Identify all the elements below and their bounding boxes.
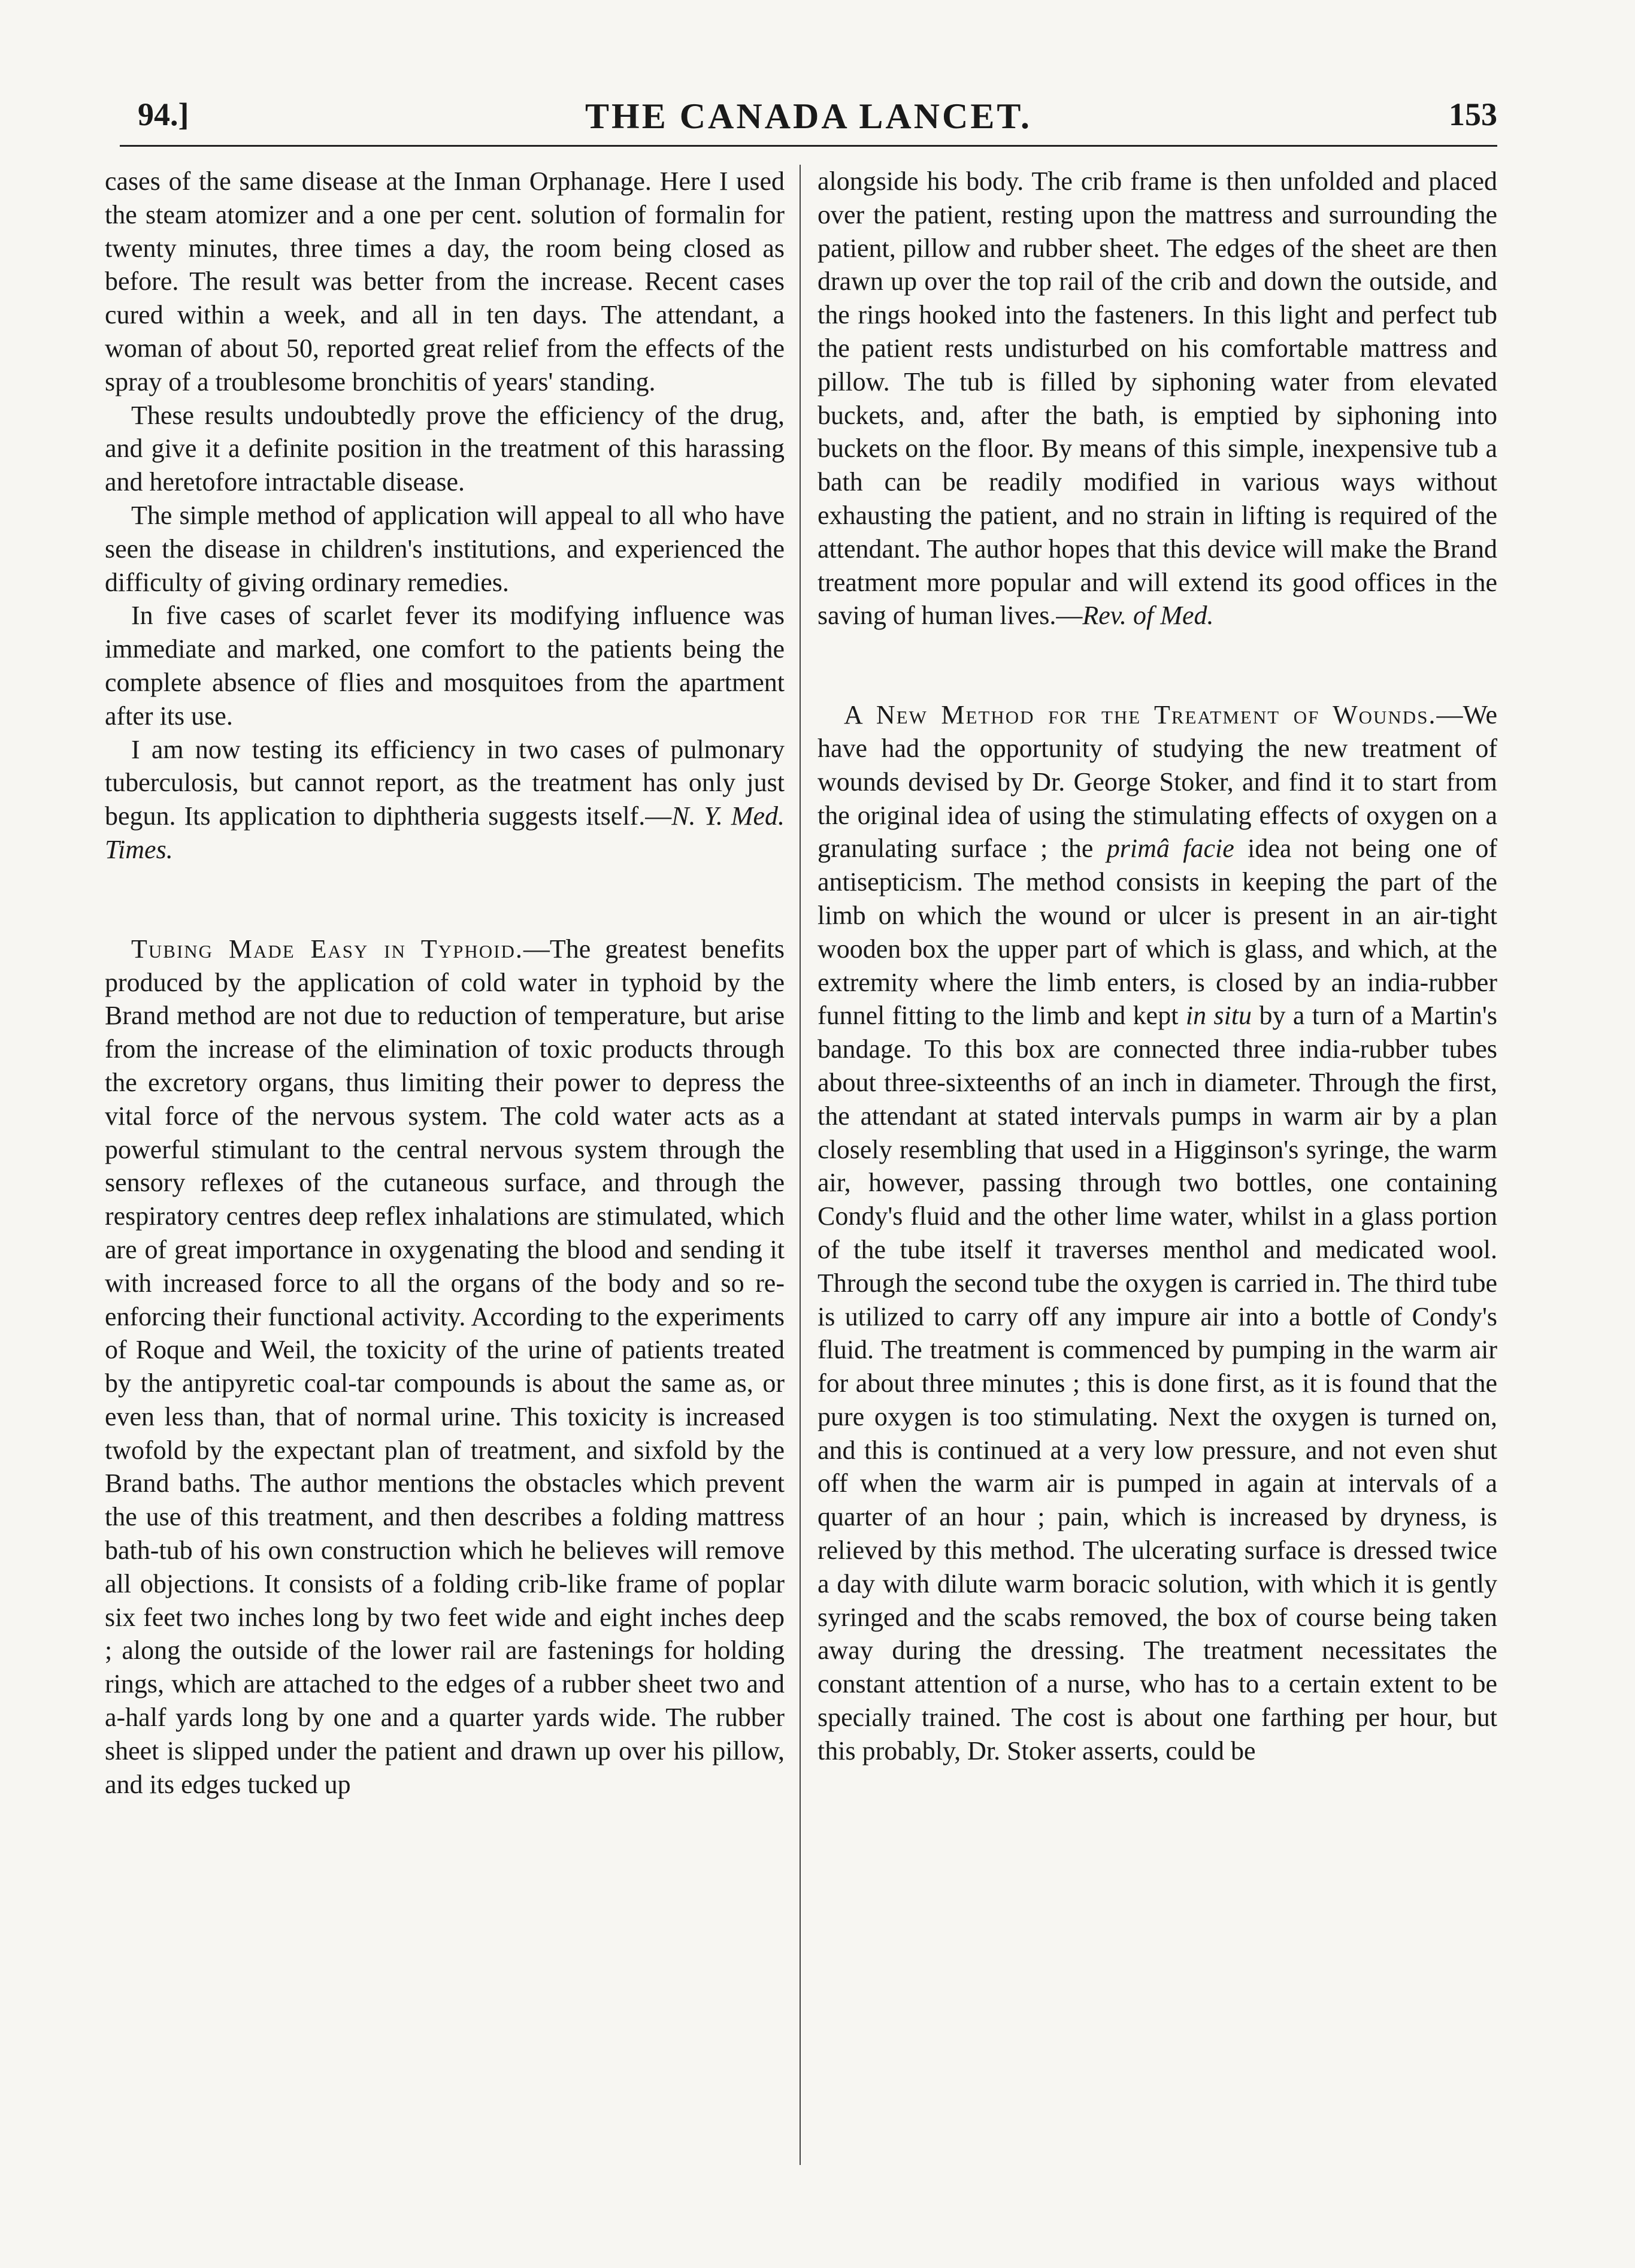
article-body: —The greatest benefits produced by the application of cold water in typhoid by the Brand method are not due to reduction of temperature, but arise from the increase of the elimination of toxic products through the excretory organs, thus limiting their power to depress the vital force of the nervous system. The cold water acts as a powerful stimulant to the central nervous system through the sensory reflexes of the cutaneous surface, and through the respiratory centres deep reflex inhalations are stimulated, which are of great importance in oxygenating the blood and sending it with increased force to all the organs of the body and so re-enforcing their functional activity. According to the experiments of Roque and Weil, the toxicity of the urine of patients treated by the antipyretic coal-tar compounds is about the same as, or even less than, that of normal urine. This toxicity is increased twofold by the expectant plan of treatment, and sixfold by the Brand baths. The author mentions the obstacles which prevent the use of this treatment, and then describes a folding mattress bath-tub of his own construction which he believes will remove all objections. It consists of a folding crib-like frame of poplar six feet two inches long by two feet wide and eight inches deep ; along the outside of the lower rail are fastenings for holding rings, which are attached to the edges of a rubber sheet two and a-half yards long by one and a quarter yards wide. The rubber sheet is slipped under the patient and drawn up over his pillow, and its edges tucked up [105,934,785,1799]
article-paragraph [105,932,785,1801]
article-body: idea not being one of antisepticism. The method consists in keeping the part of the limb on which the wound or ulcer is present in an air-tight wooden box the upper part of which is glass, and which, at the extremity where the limb enters, is closed by an india-rubber funnel fitting to the limb and kept [818,834,1497,1031]
source-citation: Rev. of Med. [1082,601,1214,631]
article-paragraph [818,698,1497,1768]
paragraph: The simple method of application will appeal to all who have seen the disease in children's institutions, and experienced the difficulty of giving ordinary remedies. [105,500,785,597]
article-body: by a turn of a Martin's bandage. To this box are connected three india-rubber tubes about three-sixteenths of an inch in diameter. Through the first, the attendant at stated intervals pumps in warm air by a plan closely resembling that used in a Higginson's syringe, the warm air, however, passing through two bottles, one containing Condy's fluid and the other lime water, whilst in a glass portion of the tube itself it traverses menthol and medicated wool. Through the second tube the oxygen is carried in. The third tube is utilized to carry off any impure air into a bottle of Condy's fluid. The treatment is commenced by pumping in the warm air for about three minutes ; this is done first, as it is found that the pure oxygen is too stimulating. Next the oxygen is turned on, and this is continued at a very low pressure, and not even shut off when the warm air is pumped in again at intervals of a quarter of an hour ; pain, which is increased by dryness, is relieved by this method. The ulcerating surface is dressed twice a day with dilute warm boracic solution, with which it is gently syringed and the scabs removed, the box of course being taken away during the dressing. The treatment necessitates the constant attention of a nurse, who has to a certain extent to be specially trained. The cost is about one farthing per hour, but this probably, Dr. Stoker asserts, could be [818,1001,1497,1766]
paragraph [105,733,785,867]
paragraph: In five cases of scarlet fever its modifying influence was immediate and marked, one comfort to the patients being the complete absence of flies and mosquitoes from the apartment after its use. [105,601,785,731]
article-heading: Tubing Made Easy in Typhoid. [131,934,523,964]
paragraph: cases of the same disease at the Inman Orphanage. Here I used the steam atomizer and a one per cent. solution of formalin for twenty minutes, three times a day, the room being closed as before. The result was better from the increase. Recent cases cured within a week, and all in ten days. The attendant, a woman of about 50, reported great relief from the effects of the spray of a troublesome bronchitis of years' standing. [105,166,785,396]
section-gap [818,632,1497,698]
italic-phrase: primâ facie [1106,834,1234,864]
section-gap [105,867,785,932]
right-column [818,165,1497,1768]
paragraph-text: I am now testing its efficiency in two cases of pulmonary tuberculosis, but cannot report, as the treatment has only just begun. Its application to diphtheria suggests itself.— [105,734,785,831]
column-divider [800,165,801,2165]
article-heading: A New Method for the Treatment of Wounds. [844,700,1437,730]
italic-phrase: in situ [1185,1001,1252,1031]
journal-title: THE CANADA LANCET. [585,96,1032,136]
header-rule [120,145,1497,147]
paragraph [818,165,1497,632]
issue-label: 94.] [138,96,189,132]
left-column [105,165,785,1801]
article-body: —We have had the opportunity of studying the new treatment of wounds devised by Dr. George Stoker, and find it to start from the original idea of using the stimulating effects of oxygen on a granulating surface ; the [818,700,1497,864]
page-header [120,96,1497,150]
paragraph-text: alongside his body. The crib frame is then unfolded and placed over the patient, resting upon the mattress and surrounding the patient, pillow and rubber sheet. The edges of the sheet are then drawn up over the top rail of the crib and down the outside, and the rings hooked into the fasteners. In this light and perfect tub the patient rests undisturbed on his comfortable mattress and pillow. The tub is filled by siphoning water from elevated buckets, and, after the bath, is emptied by siphoning into buckets on the floor. By means of this simple, inexpensive tub a bath can be readily modified in various ways without exhausting the patient, and no strain in lifting is required of the attendant. The author hopes that this device will make the Brand treatment more popular and will extend its good offices in the saving of human lives.— [818,166,1497,631]
source-citation: N. Y. Med. Times. [105,801,785,864]
paragraph: These results undoubtedly prove the efficiency of the drug, and give it a definite position in the treatment of this harassing and heretofore intractable disease. [105,400,785,497]
page-number: 153 [1449,96,1497,132]
